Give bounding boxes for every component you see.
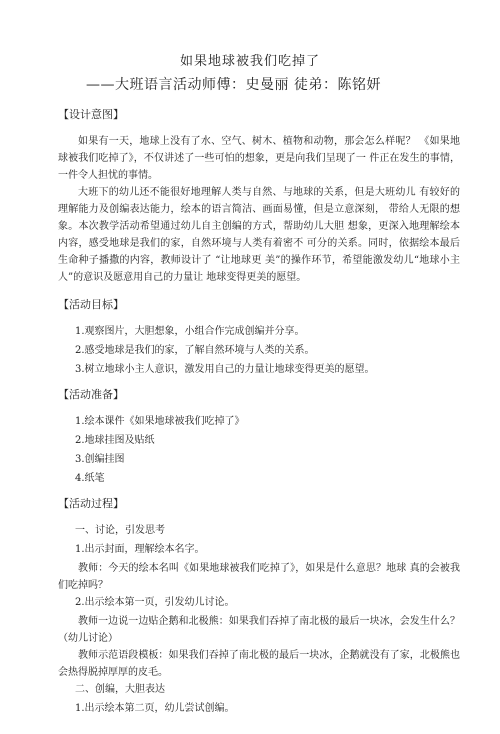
document-subtitle: ——大班语言活动师傅：史曼丽 徒弟：陈铭妍 [86,77,381,93]
design-paragraph-1: 如果有一天，地球上没有了水、空气、树木、植物和动物，那会怎么样呢？ 《如果地球被我们吃掉了》，不仅讲述了一些可怕的想象，更是向我们呈现了一 件正在发生的事情，一件令人担忧的事情。 [58,136,460,181]
goal-item-1: 1.观察图片，大胆想象，小组合作完成创编并分享。 [75,326,305,337]
process-paragraph-teacher-1: 教师：今天的绘本名叫《如果地球被我们吃掉了》，如果是什么意思？地球 真的会被我们吃掉吗？ [58,563,460,591]
prep-item-3: 3.创编挂图 [75,454,125,465]
prep-item-2: 2.地球挂图及贴纸 [75,435,155,446]
goal-item-2: 2.感受地球是我们的家，了解自然环境与人类的关系。 [75,345,315,356]
goal-item-3: 3.树立地球小主人意识，激发用自己的力量让地球变得更美的愿望。 [75,364,375,375]
process-paragraph-teacher-2: 教师一边说一边贴企鹅和北极熊：如果我们吞掉了南北极的最后一块冰，会发生什么？（幼儿讨论） [58,616,460,644]
process-step-2-title: 二、创编，大胆表达 [75,684,165,695]
design-paragraph-2: 大班下的幼儿还不能很好地理解人类与自然、与地球的关系，但是大班幼儿 有较好的理解能力及创编表达能力，绘本的语言简洁、画面易懂，但是立意深刻， 带给人无限的想象。本次教学活动希望通过幼儿自主创编的方式，帮助幼儿大胆 想象，更深入地理解绘本内容，感受地球是我们的家，自然环境与人类有着密不 可分的关系。同时，依据绘本最后生命种子播撒的内容，教师设计了 “让地球更 美”的操作环节，希望能激发幼儿“地球小主人”的意识及愿意用自己的力量让 地球变得更美的愿望。 [58,187,460,283]
document-body [58,106,460,719]
section-heading-prep: 【活动准备】 [58,388,124,401]
process-step-1-1: 1.出示封面，理解绘本名字。 [75,544,205,555]
section-heading-goals: 【活动目标】 [58,298,124,311]
process-step-1-2: 2.出示绘本第一页，引发幼儿讨论。 [75,597,235,608]
process-step-1-title: 一、讨论，引发思考 [75,525,165,536]
document-title: 如果地球被我们吃掉了 [179,54,320,69]
prep-item-1: 1.绘本课件《如果地球被我们吃掉了》 [75,416,245,427]
process-step-2-1: 1.出示绘本第二页，幼儿尝试创编。 [75,703,235,714]
section-heading-process: 【活动过程】 [58,497,124,510]
prep-item-4: 4.纸笔 [75,473,105,484]
section-heading-design: 【设计意图】 [58,108,124,121]
process-paragraph-teacher-3: 教师示范语段模板：如果我们吞掉了南北极的最后一块冰，企鹅就没有了家，北极熊也会热得脱掉厚厚的皮毛。 [58,650,460,678]
